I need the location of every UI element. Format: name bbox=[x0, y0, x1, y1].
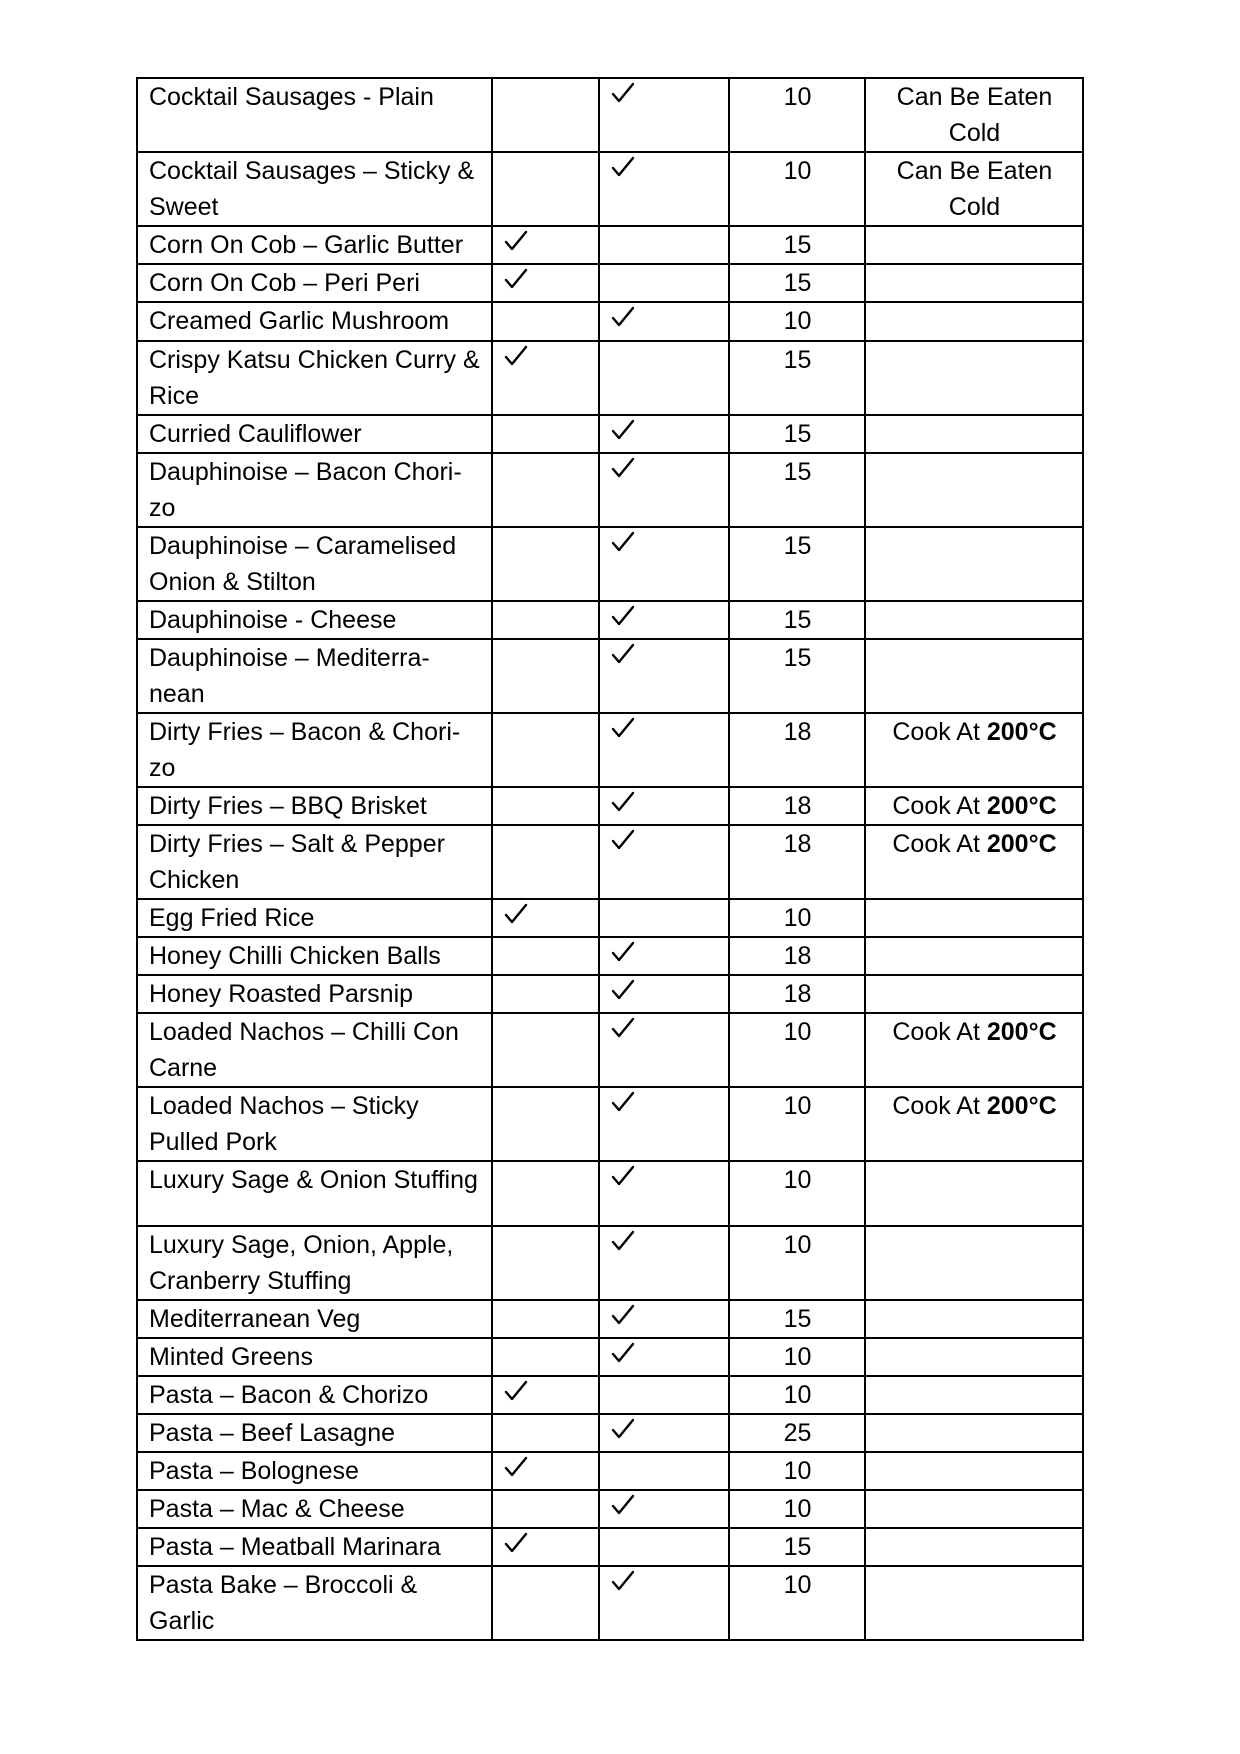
minutes-cell: 10 bbox=[729, 1452, 865, 1490]
checkmark-icon bbox=[611, 604, 635, 628]
option-b-cell bbox=[599, 1226, 729, 1300]
minutes-cell: 15 bbox=[729, 601, 865, 639]
checkmark-icon bbox=[611, 1569, 635, 1593]
checkmark-icon bbox=[611, 1493, 635, 1517]
note-cell bbox=[865, 1490, 1083, 1528]
option-a-cell bbox=[492, 1452, 599, 1490]
table-row bbox=[137, 78, 1083, 152]
dish-name-cell: Dirty Fries – Salt & Pepper Chicken bbox=[137, 825, 492, 899]
note-cell bbox=[865, 1452, 1083, 1490]
dish-name-cell: Pasta – Bacon & Chorizo bbox=[137, 1376, 492, 1414]
dish-name-cell: Cocktail Sausages - Plain bbox=[137, 78, 492, 152]
minutes-cell: 10 bbox=[729, 302, 865, 341]
dish-name-cell: Minted Greens bbox=[137, 1338, 492, 1376]
note-cell bbox=[865, 302, 1083, 341]
minutes-cell: 18 bbox=[729, 825, 865, 899]
minutes-cell: 10 bbox=[729, 1087, 865, 1161]
table-row bbox=[137, 1013, 1083, 1087]
option-b-cell bbox=[599, 713, 729, 787]
dish-name-cell: Corn On Cob – Garlic Butter bbox=[137, 226, 492, 264]
option-a-cell bbox=[492, 226, 599, 264]
option-b-cell bbox=[599, 1300, 729, 1338]
option-a-cell bbox=[492, 302, 599, 341]
option-a-cell bbox=[492, 639, 599, 713]
checkmark-icon bbox=[611, 530, 635, 554]
table-row bbox=[137, 264, 1083, 302]
note-cell bbox=[865, 601, 1083, 639]
cooking-temperature: 200°C bbox=[986, 792, 1057, 820]
cooking-temperature: 200°C bbox=[986, 1092, 1057, 1120]
table-row bbox=[137, 302, 1083, 341]
checkmark-icon bbox=[611, 1303, 635, 1327]
minutes-cell: 10 bbox=[729, 1226, 865, 1300]
table-row bbox=[137, 226, 1083, 264]
option-b-cell bbox=[599, 899, 729, 937]
table-row bbox=[137, 341, 1083, 415]
table-row bbox=[137, 1087, 1083, 1161]
option-b-cell bbox=[599, 1087, 729, 1161]
option-b-cell bbox=[599, 639, 729, 713]
note-cell bbox=[865, 937, 1083, 975]
note-cell bbox=[865, 1566, 1083, 1640]
note-prefix: Cook At bbox=[892, 792, 987, 820]
dish-name-cell: Corn On Cob – Peri Peri bbox=[137, 264, 492, 302]
menu-table-body bbox=[137, 78, 1083, 1640]
minutes-cell: 15 bbox=[729, 453, 865, 527]
table-row bbox=[137, 1414, 1083, 1452]
minutes-cell: 10 bbox=[729, 1566, 865, 1640]
note-cell bbox=[865, 453, 1083, 527]
table-row bbox=[137, 1566, 1083, 1640]
note-cell bbox=[865, 899, 1083, 937]
option-a-cell bbox=[492, 453, 599, 527]
note-cell bbox=[865, 527, 1083, 601]
option-b-cell bbox=[599, 78, 729, 152]
dish-name-cell: Pasta – Beef Lasagne bbox=[137, 1414, 492, 1452]
table-row bbox=[137, 453, 1083, 527]
note-cell bbox=[865, 1087, 1083, 1161]
option-b-cell bbox=[599, 1528, 729, 1566]
table-row bbox=[137, 601, 1083, 639]
checkmark-icon bbox=[611, 716, 635, 740]
dish-name-cell: Dauphinoise – Caramelised Onion & Stilton bbox=[137, 527, 492, 601]
minutes-cell: 15 bbox=[729, 527, 865, 601]
minutes-cell: 10 bbox=[729, 1013, 865, 1087]
note-cell bbox=[865, 787, 1083, 825]
minutes-cell: 15 bbox=[729, 415, 865, 453]
minutes-cell: 18 bbox=[729, 787, 865, 825]
option-a-cell bbox=[492, 937, 599, 975]
menu-cooking-table bbox=[136, 77, 1084, 1641]
table-row bbox=[137, 825, 1083, 899]
table-row bbox=[137, 415, 1083, 453]
option-b-cell bbox=[599, 1566, 729, 1640]
dish-name-cell: Honey Roasted Parsnip bbox=[137, 975, 492, 1013]
minutes-cell: 15 bbox=[729, 1300, 865, 1338]
minutes-cell: 10 bbox=[729, 1376, 865, 1414]
option-a-cell bbox=[492, 787, 599, 825]
checkmark-icon bbox=[504, 267, 528, 291]
table-row bbox=[137, 1226, 1083, 1300]
dish-name-cell: Pasta Bake – Broccoli & Garlic bbox=[137, 1566, 492, 1640]
option-a-cell bbox=[492, 1087, 599, 1161]
minutes-cell: 15 bbox=[729, 341, 865, 415]
dish-name-cell: Loaded Nachos – Sticky Pulled Pork bbox=[137, 1087, 492, 1161]
checkmark-icon bbox=[504, 1531, 528, 1555]
note-cell bbox=[865, 1226, 1083, 1300]
option-a-cell bbox=[492, 1566, 599, 1640]
option-b-cell bbox=[599, 937, 729, 975]
note-cell bbox=[865, 226, 1083, 264]
note-cell bbox=[865, 341, 1083, 415]
table-row bbox=[137, 1338, 1083, 1376]
table-row bbox=[137, 713, 1083, 787]
minutes-cell: 10 bbox=[729, 152, 865, 226]
note-cell bbox=[865, 1300, 1083, 1338]
checkmark-icon bbox=[504, 229, 528, 253]
option-a-cell bbox=[492, 1226, 599, 1300]
checkmark-icon bbox=[611, 418, 635, 442]
option-a-cell bbox=[492, 975, 599, 1013]
minutes-cell: 15 bbox=[729, 264, 865, 302]
table-row bbox=[137, 527, 1083, 601]
dish-name-cell: Crispy Katsu Chicken Curry & Rice bbox=[137, 341, 492, 415]
option-a-cell bbox=[492, 415, 599, 453]
option-b-cell bbox=[599, 825, 729, 899]
table-row bbox=[137, 975, 1083, 1013]
dish-name-cell: Egg Fried Rice bbox=[137, 899, 492, 937]
dish-name-cell: Pasta – Bolognese bbox=[137, 1452, 492, 1490]
minutes-cell: 10 bbox=[729, 78, 865, 152]
dish-name-cell: Loaded Nachos – Chilli Con Carne bbox=[137, 1013, 492, 1087]
dish-name-cell: Mediterranean Veg bbox=[137, 1300, 492, 1338]
checkmark-icon bbox=[611, 456, 635, 480]
minutes-cell: 18 bbox=[729, 713, 865, 787]
table-row bbox=[137, 1528, 1083, 1566]
checkmark-icon bbox=[504, 1379, 528, 1403]
option-b-cell bbox=[599, 1490, 729, 1528]
cooking-temperature: 200°C bbox=[986, 1018, 1057, 1046]
checkmark-icon bbox=[611, 790, 635, 814]
note-cell bbox=[865, 415, 1083, 453]
dish-name-cell: Dirty Fries – Bacon & Chori-zo bbox=[137, 713, 492, 787]
table-row bbox=[137, 1300, 1083, 1338]
note-cell bbox=[865, 1528, 1083, 1566]
checkmark-icon bbox=[611, 940, 635, 964]
option-b-cell bbox=[599, 975, 729, 1013]
note-prefix: Cook At bbox=[892, 1018, 987, 1046]
dish-name-cell: Luxury Sage, Onion, Apple, Cranberry Stuffing bbox=[137, 1226, 492, 1300]
note-cell bbox=[865, 975, 1083, 1013]
option-a-cell bbox=[492, 1414, 599, 1452]
note-cell: Can Be Eaten Cold bbox=[865, 152, 1083, 226]
dish-name-cell: Honey Chilli Chicken Balls bbox=[137, 937, 492, 975]
checkmark-icon bbox=[611, 81, 635, 105]
minutes-cell: 18 bbox=[729, 975, 865, 1013]
option-a-cell bbox=[492, 527, 599, 601]
option-b-cell bbox=[599, 1013, 729, 1087]
note-cell bbox=[865, 1414, 1083, 1452]
option-a-cell bbox=[492, 1161, 599, 1226]
dish-name-cell: Creamed Garlic Mushroom bbox=[137, 302, 492, 341]
option-a-cell bbox=[492, 152, 599, 226]
option-a-cell bbox=[492, 1490, 599, 1528]
table-row bbox=[137, 899, 1083, 937]
minutes-cell: 15 bbox=[729, 226, 865, 264]
minutes-cell: 10 bbox=[729, 1161, 865, 1226]
note-cell bbox=[865, 825, 1083, 899]
option-b-cell bbox=[599, 1452, 729, 1490]
note-prefix: Cook At bbox=[892, 830, 987, 858]
checkmark-icon bbox=[504, 902, 528, 926]
option-b-cell bbox=[599, 341, 729, 415]
option-a-cell bbox=[492, 1376, 599, 1414]
table-row bbox=[137, 937, 1083, 975]
table-row bbox=[137, 152, 1083, 226]
dish-name-cell: Dauphinoise – Mediterra-nean bbox=[137, 639, 492, 713]
note-prefix: Cook At bbox=[892, 1092, 987, 1120]
option-b-cell bbox=[599, 152, 729, 226]
option-b-cell bbox=[599, 527, 729, 601]
table-row bbox=[137, 1376, 1083, 1414]
cooking-temperature: 200°C bbox=[986, 830, 1057, 858]
option-a-cell bbox=[492, 899, 599, 937]
minutes-cell: 15 bbox=[729, 639, 865, 713]
option-a-cell bbox=[492, 713, 599, 787]
dish-name-cell: Pasta – Mac & Cheese bbox=[137, 1490, 492, 1528]
option-b-cell bbox=[599, 415, 729, 453]
dish-name-cell: Dauphinoise - Cheese bbox=[137, 601, 492, 639]
option-b-cell bbox=[599, 601, 729, 639]
option-a-cell bbox=[492, 1338, 599, 1376]
note-cell bbox=[865, 264, 1083, 302]
option-a-cell bbox=[492, 1300, 599, 1338]
option-a-cell bbox=[492, 1528, 599, 1566]
cooking-temperature: 200°C bbox=[986, 718, 1057, 746]
note-cell: Can Be Eaten Cold bbox=[865, 78, 1083, 152]
option-b-cell bbox=[599, 1414, 729, 1452]
dish-name-cell: Luxury Sage & Onion Stuffing bbox=[137, 1161, 492, 1226]
option-a-cell bbox=[492, 341, 599, 415]
table-row bbox=[137, 1490, 1083, 1528]
minutes-cell: 15 bbox=[729, 1528, 865, 1566]
table-row bbox=[137, 787, 1083, 825]
note-prefix: Cook At bbox=[892, 718, 987, 746]
checkmark-icon bbox=[611, 1090, 635, 1114]
note-cell bbox=[865, 713, 1083, 787]
table-row bbox=[137, 1161, 1083, 1226]
minutes-cell: 10 bbox=[729, 1490, 865, 1528]
option-b-cell bbox=[599, 302, 729, 341]
note-cell bbox=[865, 639, 1083, 713]
dish-name-cell: Curried Cauliflower bbox=[137, 415, 492, 453]
option-b-cell bbox=[599, 787, 729, 825]
option-b-cell bbox=[599, 453, 729, 527]
checkmark-icon bbox=[504, 344, 528, 368]
checkmark-icon bbox=[611, 1341, 635, 1365]
dish-name-cell: Dauphinoise – Bacon Chori-zo bbox=[137, 453, 492, 527]
minutes-cell: 25 bbox=[729, 1414, 865, 1452]
checkmark-icon bbox=[611, 828, 635, 852]
minutes-cell: 18 bbox=[729, 937, 865, 975]
minutes-cell: 10 bbox=[729, 1338, 865, 1376]
table-row bbox=[137, 1452, 1083, 1490]
minutes-cell: 10 bbox=[729, 899, 865, 937]
checkmark-icon bbox=[611, 978, 635, 1002]
checkmark-icon bbox=[611, 1417, 635, 1441]
checkmark-icon bbox=[611, 1229, 635, 1253]
note-cell bbox=[865, 1376, 1083, 1414]
dish-name-cell: Dirty Fries – BBQ Brisket bbox=[137, 787, 492, 825]
option-a-cell bbox=[492, 825, 599, 899]
checkmark-icon bbox=[611, 155, 635, 179]
option-a-cell bbox=[492, 264, 599, 302]
checkmark-icon bbox=[611, 1164, 635, 1188]
option-b-cell bbox=[599, 264, 729, 302]
note-cell bbox=[865, 1161, 1083, 1226]
option-a-cell bbox=[492, 601, 599, 639]
option-b-cell bbox=[599, 1376, 729, 1414]
checkmark-icon bbox=[504, 1455, 528, 1479]
option-a-cell bbox=[492, 1013, 599, 1087]
table-row bbox=[137, 639, 1083, 713]
note-cell bbox=[865, 1338, 1083, 1376]
dish-name-cell: Cocktail Sausages – Sticky & Sweet bbox=[137, 152, 492, 226]
option-a-cell bbox=[492, 78, 599, 152]
checkmark-icon bbox=[611, 1016, 635, 1040]
option-b-cell bbox=[599, 1161, 729, 1226]
note-cell bbox=[865, 1013, 1083, 1087]
checkmark-icon bbox=[611, 305, 635, 329]
checkmark-icon bbox=[611, 642, 635, 666]
option-b-cell bbox=[599, 1338, 729, 1376]
option-b-cell bbox=[599, 226, 729, 264]
dish-name-cell: Pasta – Meatball Marinara bbox=[137, 1528, 492, 1566]
